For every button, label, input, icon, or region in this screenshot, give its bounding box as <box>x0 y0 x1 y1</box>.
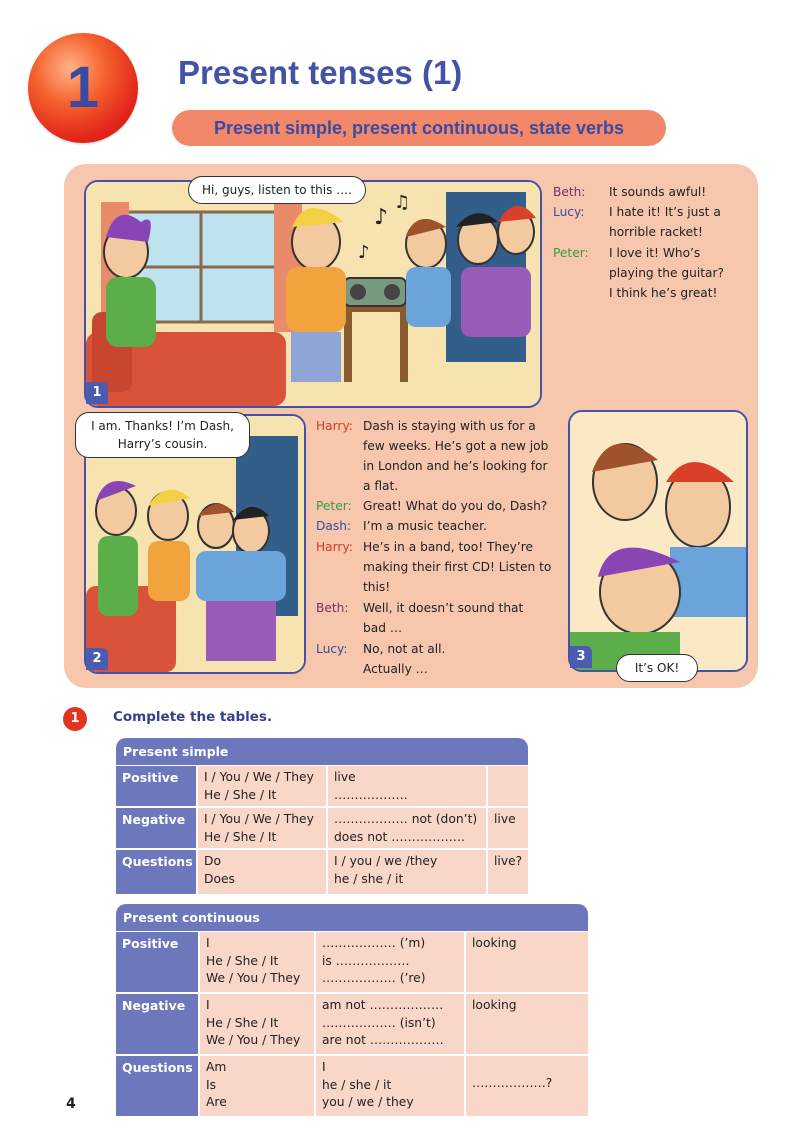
picture-1-number: 1 <box>86 382 108 404</box>
present-simple-table <box>116 738 528 894</box>
row-label: Questions <box>116 850 196 894</box>
gap-fill[interactable]: ……………… (’m) <box>322 936 426 950</box>
subject-cell <box>200 994 314 1054</box>
form: he / she / it <box>322 1077 392 1092</box>
row-label: Positive <box>116 932 198 992</box>
subject-cell <box>198 808 326 848</box>
dialogue-line: I hate it! It’s just a <box>609 205 721 219</box>
subject: Do <box>204 854 221 868</box>
verb-cell: looking <box>466 932 588 992</box>
table-heading: Present simple <box>116 738 528 765</box>
verb-cell: live <box>488 808 528 848</box>
subject-cell <box>198 766 326 806</box>
speaker-label: Beth: <box>553 185 586 199</box>
bubble-2-line2: Harry’s cousin. <box>117 437 208 451</box>
form: you / we / they <box>322 1095 414 1109</box>
subject: He / She / It <box>206 1015 279 1030</box>
dialogue-line: Dash is staying with us for a <box>363 419 536 433</box>
speech-bubble-1: Hi, guys, listen to this …. <box>188 176 366 204</box>
dialogue-line: this! <box>363 580 391 594</box>
cartoon-picture-1 <box>84 180 542 408</box>
verb-cell <box>488 766 528 806</box>
dialogue-line: I’m a music teacher. <box>363 519 487 533</box>
speaker-label: Lucy: <box>316 642 348 656</box>
gap-fill[interactable]: are not ……………… <box>322 1033 444 1047</box>
page-title: Present tenses (1) <box>178 54 463 91</box>
gap-fill[interactable]: ………………? <box>472 1076 553 1090</box>
dialogue-line: few weeks. He’s got a new job <box>363 439 549 453</box>
svg-text:♪: ♪ <box>374 205 389 230</box>
dialogue-line: Great! What do you do, Dash? <box>363 499 548 513</box>
gap-fill[interactable]: ……………… (isn’t) <box>322 1015 436 1030</box>
exercise-instruction: Complete the tables. <box>113 709 273 725</box>
gap-fill[interactable]: ……………… (’re) <box>322 971 426 985</box>
gap-fill[interactable]: ……………… <box>334 787 408 802</box>
subject: Am <box>206 1060 227 1074</box>
speaker-label: Harry: <box>316 540 353 554</box>
subject: Does <box>204 871 235 886</box>
subject-cell <box>200 932 314 992</box>
cartoon-illustration-3 <box>570 412 746 670</box>
gap-fill[interactable]: is ……………… <box>322 953 410 968</box>
gap-fill[interactable]: ……………… not (don’t) <box>334 812 478 826</box>
gap-fill[interactable]: am not ……………… <box>322 998 444 1012</box>
unit-number: 1 <box>66 55 100 120</box>
gap-fill[interactable]: does not ……………… <box>334 829 466 844</box>
verb-cell: looking <box>466 994 588 1054</box>
page-number: 4 <box>66 1096 76 1112</box>
cartoon-illustration-1 <box>86 182 540 406</box>
subject: He / She / It <box>206 953 279 968</box>
dialogue-line: horrible racket! <box>609 225 703 239</box>
dialogue-line: Well, it doesn’t sound that <box>363 601 524 615</box>
dialogue-line: No, not at all. <box>363 642 446 656</box>
subject-cell <box>200 1056 314 1116</box>
dialogue-line: making their first CD! Listen to <box>363 560 552 574</box>
dialogue-line: bad … <box>363 621 403 635</box>
subject: He / She / It <box>204 787 277 802</box>
subject: I <box>206 998 210 1012</box>
subject: I / You / We / They <box>204 770 314 784</box>
present-continuous-table <box>116 904 588 1116</box>
form: I <box>322 1060 326 1074</box>
dialogue-line: It sounds awful! <box>609 185 707 199</box>
row-label: Negative <box>116 808 196 848</box>
dialogue-line: I think he’s great! <box>609 286 718 300</box>
bubble-2-line1: I am. Thanks! I’m Dash, <box>91 419 234 433</box>
svg-text:♪: ♪ <box>358 242 370 263</box>
row-label: Questions <box>116 1056 198 1116</box>
form-cell <box>328 850 486 894</box>
verb-cell <box>466 1056 588 1116</box>
speech-bubble-2 <box>75 412 250 458</box>
verb-cell: live? <box>488 850 528 894</box>
dialogue-line: He’s in a band, too! They’re <box>363 540 533 554</box>
speaker-label: Dash: <box>316 519 352 533</box>
form-cell <box>316 932 464 992</box>
form-cell <box>316 994 464 1054</box>
speech-bubble-3: It’s OK! <box>616 654 698 682</box>
form-cell <box>316 1056 464 1116</box>
speaker-label: Lucy: <box>553 205 585 219</box>
subject: I / You / We / They <box>204 812 314 826</box>
speaker-label: Beth: <box>316 601 349 615</box>
dialogue-line: I love it! Who’s <box>609 246 701 260</box>
table-heading: Present continuous <box>116 904 588 931</box>
page-subtitle: Present simple, present continuous, state verbs <box>213 118 625 138</box>
subject: Are <box>206 1095 227 1109</box>
picture-2-number: 2 <box>86 648 108 670</box>
speaker-label: Peter: <box>316 499 352 513</box>
picture-3-number: 3 <box>570 646 592 668</box>
dialogue-line: in London and he’s looking for <box>363 459 548 473</box>
form-cell <box>328 766 486 806</box>
exercise-number: 1 <box>63 707 87 731</box>
row-label: Negative <box>116 994 198 1054</box>
subject: I <box>206 936 210 950</box>
subject: We / You / They <box>206 971 301 985</box>
dialogue-line: playing the guitar? <box>609 266 724 280</box>
subject: We / You / They <box>206 1033 301 1047</box>
subject: He / She / It <box>204 829 277 844</box>
dialogue-line: a flat. <box>363 479 399 493</box>
cartoon-picture-3 <box>568 410 748 672</box>
speaker-label: Peter: <box>553 246 589 260</box>
speaker-label: Harry: <box>316 419 353 433</box>
subject-cell <box>198 850 326 894</box>
row-label: Positive <box>116 766 196 806</box>
form: I / you / we /they <box>334 854 438 868</box>
form: he / she / it <box>334 871 404 886</box>
svg-text:♫: ♫ <box>394 192 411 213</box>
dialogue-line: Actually … <box>363 662 428 676</box>
subject: Is <box>206 1077 217 1092</box>
form-cell <box>328 808 486 848</box>
form: live <box>334 770 356 784</box>
